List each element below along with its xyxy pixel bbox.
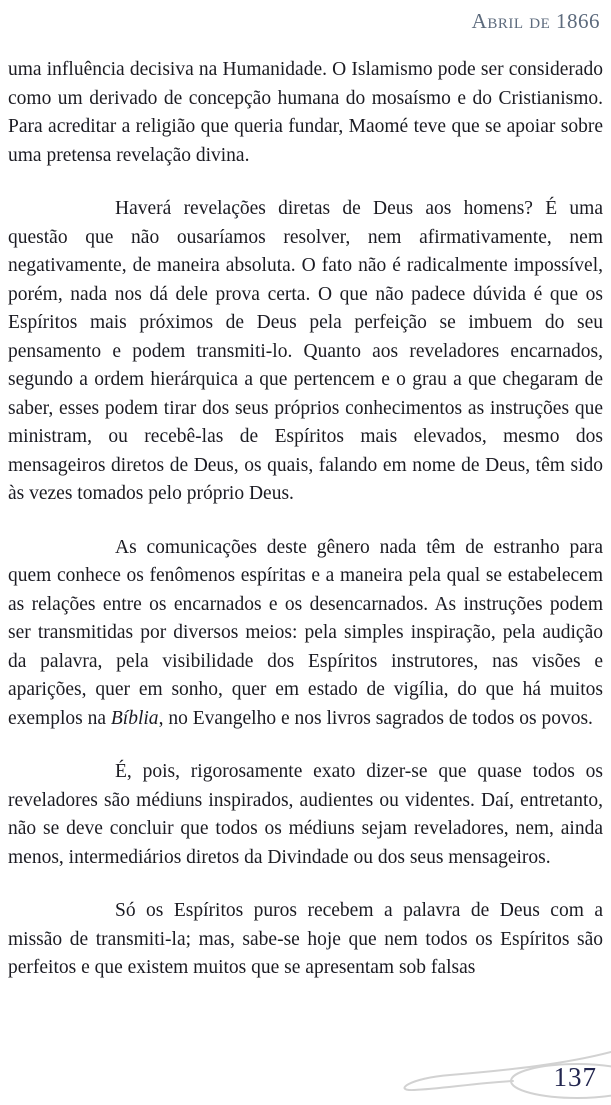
paragraph-text: É, pois, rigorosamente exato dizer-se que quase todos os reveladores são médiuns inspirados, audientes ou videntes. Daí, entretanto, não se deve concluir que todos os médiuns sejam reveladores, nem, ainda menos, intermediários diretos da Divindade ou dos seus mensageiros. (8, 761, 603, 868)
page-number: 137 (553, 1062, 597, 1092)
body-paragraph (8, 897, 603, 983)
body-paragraph (8, 195, 603, 509)
body-text (8, 56, 603, 1008)
body-paragraph (8, 534, 603, 734)
paragraph-text: Só os Espíritos puros recebem a palavra de Deus com a missão de transmiti-la; mas, sabe-se hoje que nem todos os Espíritos são perfeitos e que existem muitos que se apresentam sob falsas (8, 900, 603, 978)
running-header: Abril de 1866 (471, 9, 600, 33)
paragraph-text: , no Evangelho e nos livros sagrados de todos os povos. (158, 707, 593, 729)
italic-book-title: Bíblia (110, 707, 159, 729)
paragraph-text: As comunicações deste gênero nada têm de estranho para quem conhece os fenômenos espíritas e a maneira pela qual se estabelecem as relações entre os encarnados e os desencarnados. As instruções podem ser transmitidas por diversos meios: pela simples inspiração, pela audição da palavra, pela visibilidade dos Espíritos instrutores, nas visões e aparições, quer em sonho, quer em estado de vigília, do que há muitos exemplos na (8, 536, 603, 729)
body-paragraph (8, 56, 603, 170)
body-paragraph (8, 758, 603, 872)
paragraph-text: Haverá revelações diretas de Deus aos homens? É uma questão que não ousaríamos resolver, nem afirmativamente, nem negativamente, de maneira absoluta. O fato não é radicalmente impossível, porém, nada nos dá dele prova certa. O que não padece dúvida é que os Espíritos mais próximos de Deus pela perfeição se imbuem do seu pensamento e podem transmiti-lo. Quanto aos reveladores encarnados, segundo a ordem hierárquica a que pertencem e o grau a que chegaram de saber, esses podem tirar dos seus próprios conhecimentos as instruções que ministram, ou recebê-las de Espíritos mais elevados, mesmo dos mensageiros diretos de Deus, os quais, falando em nome de Deus, têm sido às vezes tomados pelo próprio Deus. (8, 198, 603, 504)
paragraph-text: uma influência decisiva na Humanidade. O Islamismo pode ser considerado como um derivado de concepção humana do mosaísmo e do Cristianismo. Para acreditar a religião que queria fundar, Maomé teve que se apoiar sobre uma pretensa revelação divina. (8, 59, 603, 166)
